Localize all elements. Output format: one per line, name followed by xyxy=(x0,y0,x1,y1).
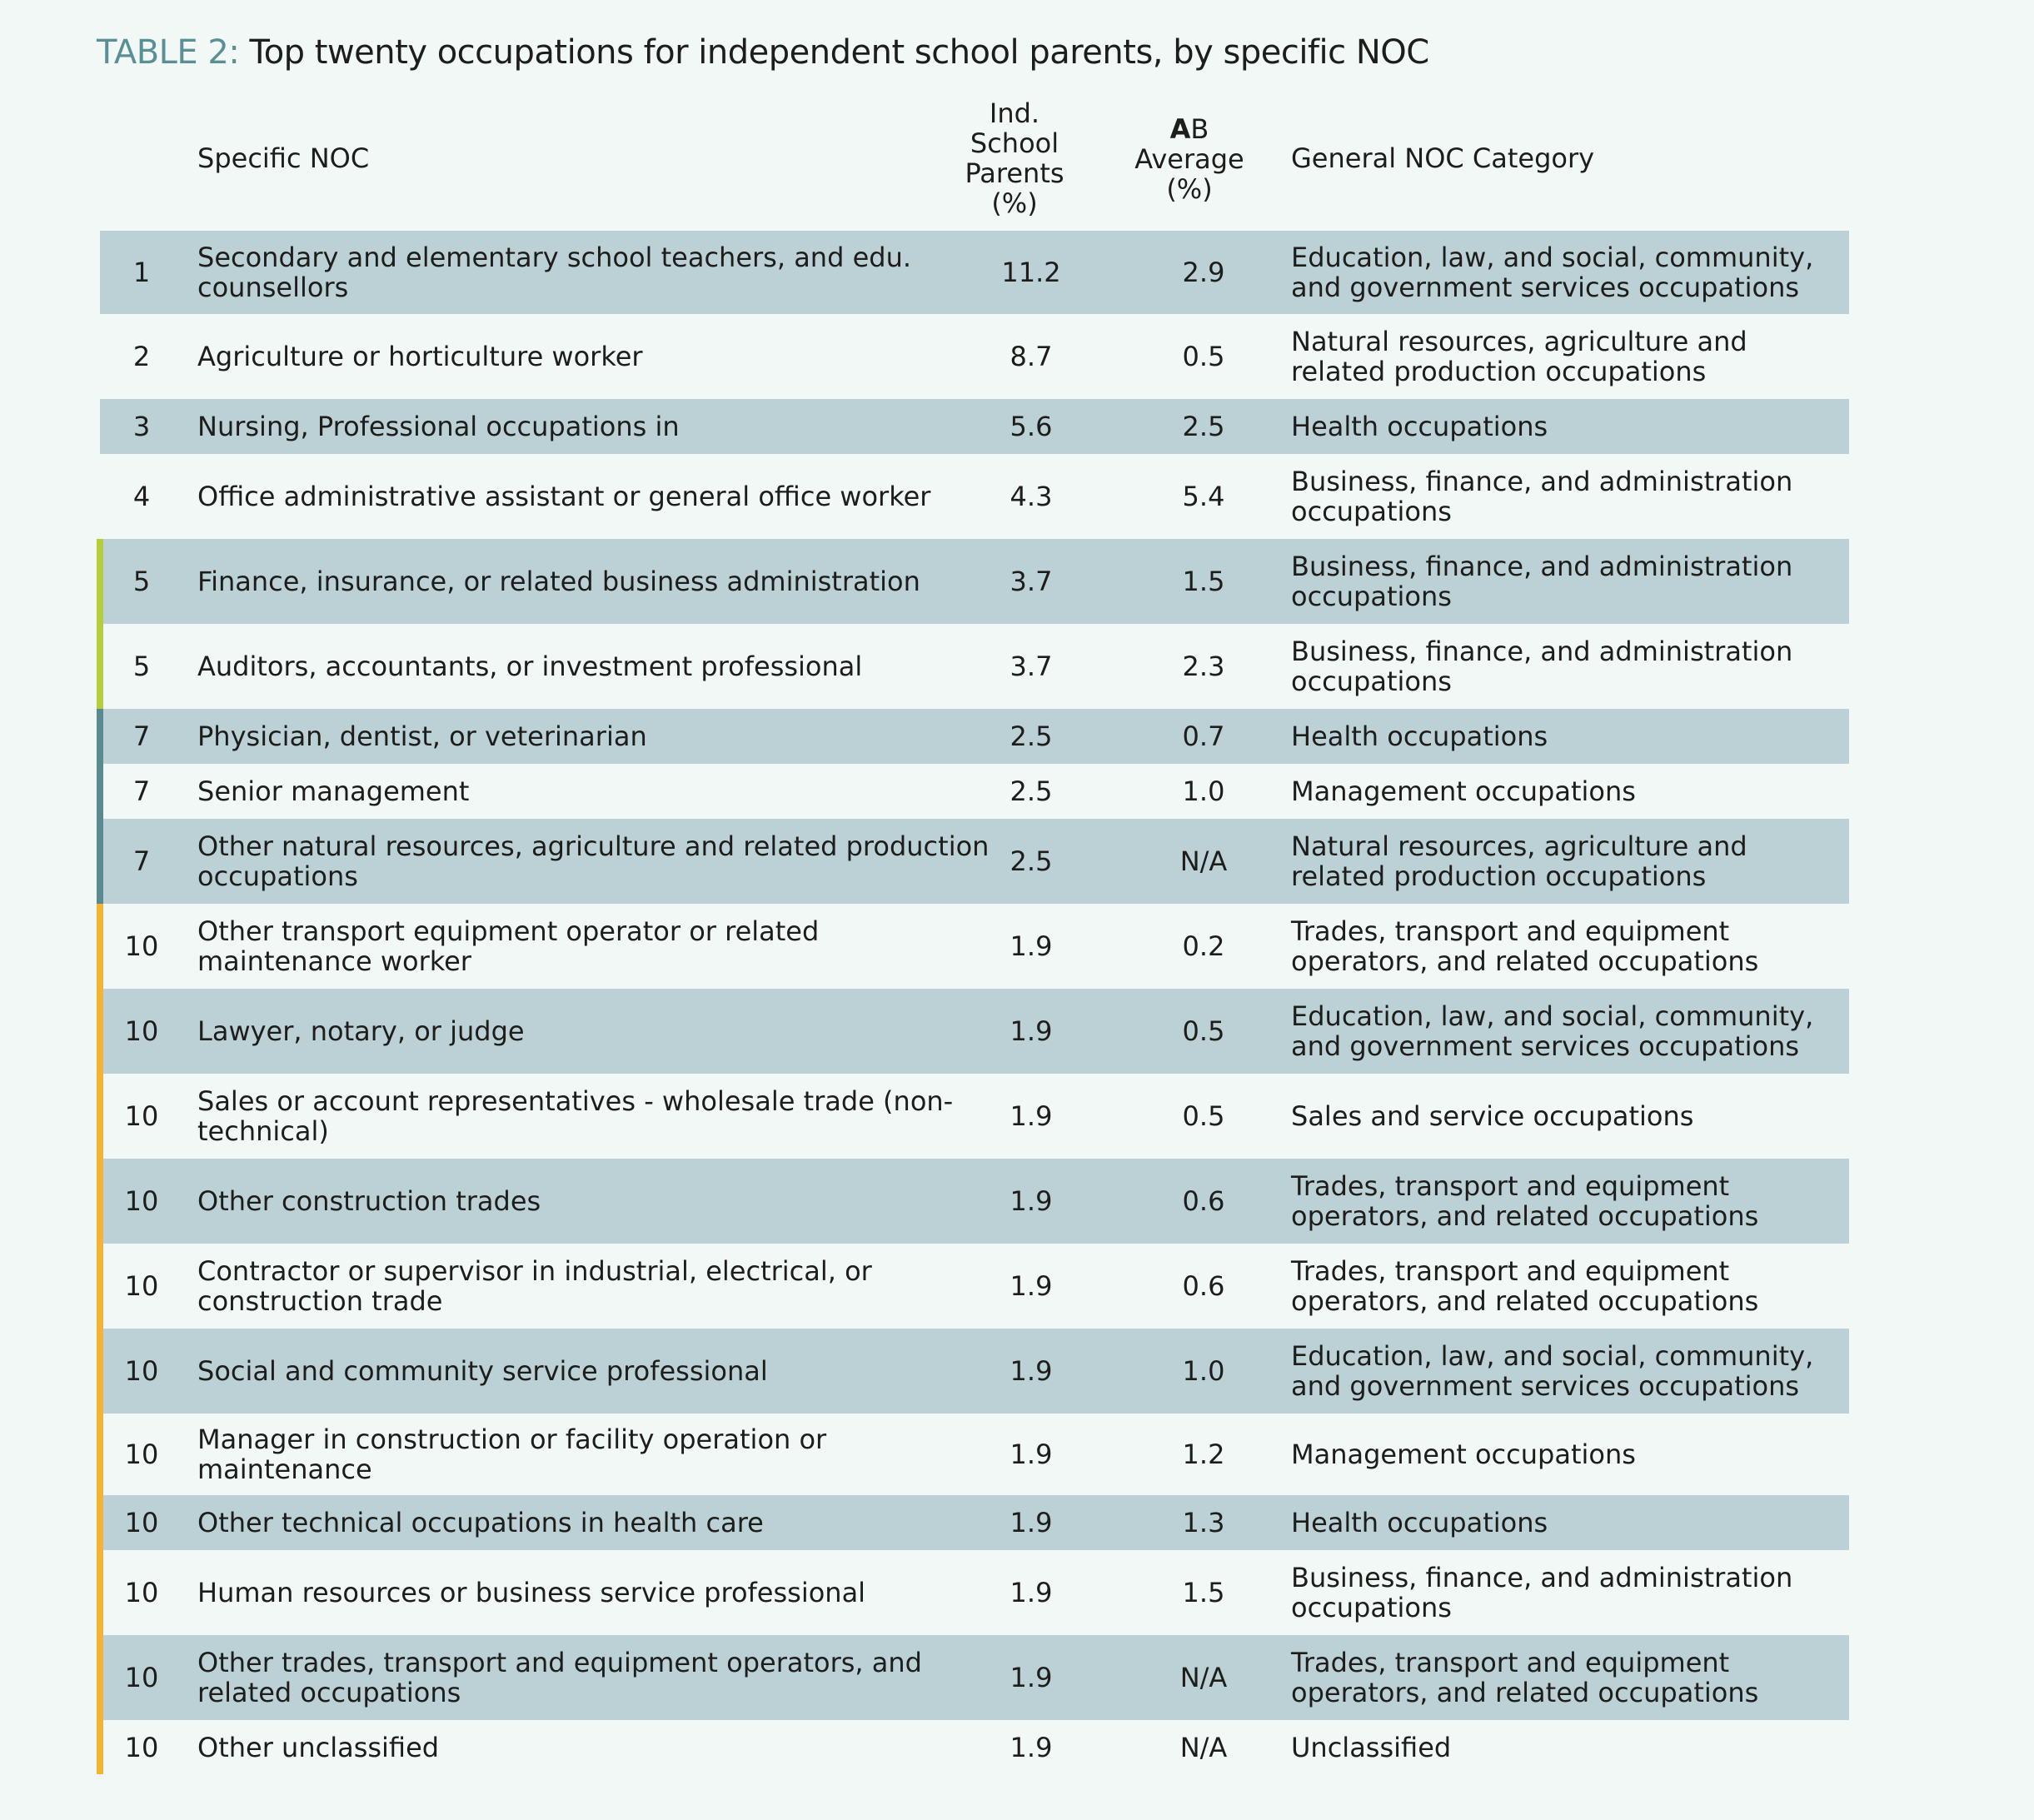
rank-cell xyxy=(100,709,183,764)
specific-noc-cell-text: Lawyer, notary, or judge xyxy=(197,1015,525,1047)
general-noc-category-cell-text: Natural resources, agriculture and related production occupations xyxy=(1291,830,1747,892)
ind-school-parents-cell xyxy=(950,1414,1113,1495)
general-noc-category-cell xyxy=(1291,1159,1849,1244)
ab-average-cell-text: 1.0 xyxy=(1182,1355,1225,1387)
specific-noc-cell-text: Contractor or supervisor in industrial, electrical, or construction trade xyxy=(197,1255,872,1317)
ind-school-parents-cell xyxy=(950,1074,1113,1159)
general-noc-category-cell-text: Health occupations xyxy=(1291,411,1548,442)
table-row xyxy=(100,1720,1849,1774)
table-row xyxy=(100,231,1849,314)
rank-cell-text: 7 xyxy=(132,721,151,752)
table-row xyxy=(100,904,1849,989)
table-row xyxy=(100,454,1849,539)
rank-cell xyxy=(100,314,183,399)
ab-average-cell xyxy=(1120,1159,1287,1244)
header-ind-line: School xyxy=(970,127,1059,159)
table-title-text: Top twenty occupations for independent school parents, by specific NOC xyxy=(239,33,1429,72)
rank-cell-text: 10 xyxy=(124,1355,159,1387)
rank-cell-text: 10 xyxy=(124,1100,159,1132)
general-noc-category-cell-text: Business, finance, and administration occupations xyxy=(1291,636,1793,697)
table-row xyxy=(100,539,1849,624)
header-ab-bold: A xyxy=(1169,113,1191,145)
rank-cell-text: 10 xyxy=(124,1662,159,1693)
general-noc-category-cell-text: Business, finance, and administration occupations xyxy=(1291,551,1793,612)
ind-school-parents-cell-text: 5.6 xyxy=(1010,411,1053,442)
table-row xyxy=(100,624,1849,709)
ab-average-cell-text: 1.3 xyxy=(1182,1507,1225,1538)
specific-noc-cell-text: Secondary and elementary school teachers, and edu. counsellors xyxy=(197,242,912,303)
specific-noc-cell xyxy=(197,764,997,819)
rank-cell-text: 10 xyxy=(124,1270,159,1302)
ab-average-cell-text: 0.5 xyxy=(1182,341,1225,372)
ind-school-parents-cell xyxy=(950,231,1113,314)
header-ab-rest: B xyxy=(1190,113,1209,145)
ab-average-cell xyxy=(1120,231,1287,314)
general-noc-category-cell-text: Trades, transport and equipment operators, and related occupations xyxy=(1291,1647,1759,1708)
rank-cell xyxy=(100,231,183,314)
table-row xyxy=(100,1495,1849,1550)
rank-cell xyxy=(100,454,183,539)
general-noc-category-cell xyxy=(1291,1720,1849,1774)
ab-average-cell xyxy=(1120,1244,1287,1329)
ind-school-parents-cell xyxy=(950,314,1113,399)
specific-noc-cell xyxy=(197,454,997,539)
specific-noc-cell xyxy=(197,1159,997,1244)
general-noc-category-cell xyxy=(1291,454,1849,539)
ind-school-parents-cell xyxy=(950,1495,1113,1550)
header-ind-line: Ind. xyxy=(989,97,1040,129)
specific-noc-cell xyxy=(197,819,997,904)
ab-average-cell xyxy=(1120,1550,1287,1635)
ab-average-cell-text: 5.4 xyxy=(1182,481,1225,512)
ind-school-parents-cell xyxy=(950,1244,1113,1329)
specific-noc-cell xyxy=(197,1414,997,1495)
ind-school-parents-cell-text: 1.9 xyxy=(1010,1015,1053,1047)
ind-school-parents-cell xyxy=(950,399,1113,454)
table-row xyxy=(100,1329,1849,1414)
ab-average-cell-text: 0.6 xyxy=(1182,1185,1225,1217)
specific-noc-cell xyxy=(197,314,997,399)
specific-noc-cell-text: Other unclassified xyxy=(197,1731,440,1763)
ind-school-parents-cell xyxy=(950,1159,1113,1244)
general-noc-category-cell xyxy=(1291,1495,1849,1550)
general-noc-category-cell-text: Education, law, and social, community, and government services occupations xyxy=(1291,1000,1814,1062)
rank-cell-text: 10 xyxy=(124,1731,159,1763)
rank-cell xyxy=(100,1720,183,1774)
ab-average-cell-text: 1.5 xyxy=(1182,1577,1225,1608)
ind-school-parents-cell xyxy=(950,624,1113,709)
general-noc-category-cell-text: Health occupations xyxy=(1291,721,1548,752)
general-noc-category-cell xyxy=(1291,231,1849,314)
specific-noc-cell xyxy=(197,904,997,989)
specific-noc-cell-text: Other trades, transport and equipment operators, and related occupations xyxy=(197,1647,922,1708)
header-ab-line: (%) xyxy=(1166,173,1213,205)
ind-school-parents-cell-text: 1.9 xyxy=(1010,1439,1053,1470)
rank-cell-text: 3 xyxy=(132,411,151,442)
specific-noc-cell-text: Senior management xyxy=(197,775,470,807)
ab-average-cell-text: N/A xyxy=(1179,1731,1228,1763)
ab-average-cell xyxy=(1120,314,1287,399)
general-noc-category-cell xyxy=(1291,989,1849,1074)
specific-noc-cell xyxy=(197,1635,997,1720)
specific-noc-cell-text: Other technical occupations in health care xyxy=(197,1507,764,1538)
ind-school-parents-cell xyxy=(950,819,1113,904)
rank-cell xyxy=(100,624,183,709)
rank-cell xyxy=(100,539,183,624)
table-row xyxy=(100,1414,1849,1495)
table-row xyxy=(100,314,1849,399)
table-row xyxy=(100,399,1849,454)
ab-average-cell-text: 0.7 xyxy=(1182,721,1225,752)
rank-cell-text: 5 xyxy=(132,566,151,597)
ind-school-parents-cell-text: 1.9 xyxy=(1010,1731,1053,1763)
general-noc-category-cell-text: Trades, transport and equipment operators, and related occupations xyxy=(1291,915,1759,977)
table-row xyxy=(100,819,1849,904)
ind-school-parents-cell xyxy=(950,709,1113,764)
ind-school-parents-cell-text: 2.5 xyxy=(1010,845,1053,877)
general-noc-category-cell-text: Business, finance, and administration occupations xyxy=(1291,466,1793,527)
table-row xyxy=(100,1244,1849,1329)
ind-school-parents-cell-text: 1.9 xyxy=(1010,1577,1053,1608)
header-specific-noc: Specific NOC xyxy=(197,142,370,174)
ind-school-parents-cell-text: 11.2 xyxy=(1001,257,1061,288)
ab-average-cell-text: 2.3 xyxy=(1182,651,1225,682)
specific-noc-cell-text: Other natural resources, agriculture and related production occupations xyxy=(197,830,990,892)
ab-average-cell-text: 0.2 xyxy=(1182,930,1225,962)
ind-school-parents-cell-text: 1.9 xyxy=(1010,1100,1053,1132)
ab-average-cell-text: 2.9 xyxy=(1182,257,1225,288)
general-noc-category-cell xyxy=(1291,709,1849,764)
header-ind-line: Parents xyxy=(965,157,1064,189)
rank-cell xyxy=(100,1550,183,1635)
ab-average-cell xyxy=(1120,1414,1287,1495)
ab-average-cell xyxy=(1120,454,1287,539)
specific-noc-cell xyxy=(197,1495,997,1550)
specific-noc-cell-text: Auditors, accountants, or investment professional xyxy=(197,651,863,682)
header-ab-line: Average xyxy=(1134,143,1244,175)
general-noc-category-cell xyxy=(1291,1414,1849,1495)
ind-school-parents-cell-text: 1.9 xyxy=(1010,1355,1053,1387)
ind-school-parents-cell-text: 1.9 xyxy=(1010,1507,1053,1538)
general-noc-category-cell xyxy=(1291,1550,1849,1635)
specific-noc-cell-text: Other transport equipment operator or related maintenance worker xyxy=(197,915,820,977)
specific-noc-cell xyxy=(197,231,997,314)
ab-average-cell-text: 1.2 xyxy=(1182,1439,1225,1470)
ab-average-cell xyxy=(1120,1074,1287,1159)
ind-school-parents-cell xyxy=(950,1329,1113,1414)
general-noc-category-cell xyxy=(1291,1074,1849,1159)
ab-average-cell xyxy=(1120,1329,1287,1414)
table-title xyxy=(97,33,1429,72)
ind-school-parents-cell xyxy=(950,989,1113,1074)
ab-average-cell xyxy=(1120,904,1287,989)
ind-school-parents-cell-text: 1.9 xyxy=(1010,1185,1053,1217)
header-ind-school-parents xyxy=(933,98,1096,218)
ab-average-cell-text: 0.5 xyxy=(1182,1100,1225,1132)
specific-noc-cell-text: Sales or account representatives - wholesale trade (non-technical) xyxy=(197,1085,954,1147)
ind-school-parents-cell-text: 2.5 xyxy=(1010,721,1053,752)
general-noc-category-cell-text: Management occupations xyxy=(1291,1439,1636,1470)
specific-noc-cell-text: Human resources or business service professional xyxy=(197,1577,866,1608)
ab-average-cell xyxy=(1120,1495,1287,1550)
general-noc-category-cell xyxy=(1291,764,1849,819)
ind-school-parents-cell xyxy=(950,904,1113,989)
table-row xyxy=(100,1159,1849,1244)
header-general-noc-category: General NOC Category xyxy=(1291,142,1595,174)
general-noc-category-cell xyxy=(1291,314,1849,399)
general-noc-category-cell-text: Natural resources, agriculture and related production occupations xyxy=(1291,326,1747,387)
specific-noc-cell-text: Social and community service professional xyxy=(197,1355,768,1387)
ab-average-cell xyxy=(1120,819,1287,904)
ind-school-parents-cell xyxy=(950,764,1113,819)
specific-noc-cell xyxy=(197,1550,997,1635)
rank-cell-text: 7 xyxy=(132,845,151,877)
table-row xyxy=(100,1635,1849,1720)
ab-average-cell-text: N/A xyxy=(1179,845,1228,877)
rank-cell xyxy=(100,1495,183,1550)
general-noc-category-cell xyxy=(1291,904,1849,989)
rank-cell-text: 5 xyxy=(132,651,151,682)
ind-school-parents-cell-text: 1.9 xyxy=(1010,930,1053,962)
rank-cell-text: 7 xyxy=(132,775,151,807)
general-noc-category-cell xyxy=(1291,539,1849,624)
general-noc-category-cell-text: Sales and service occupations xyxy=(1291,1100,1694,1132)
rank-cell xyxy=(100,764,183,819)
specific-noc-cell xyxy=(197,399,997,454)
general-noc-category-cell-text: Business, finance, and administration occupations xyxy=(1291,1562,1793,1623)
ind-school-parents-cell-text: 1.9 xyxy=(1010,1662,1053,1693)
specific-noc-cell-text: Nursing, Professional occupations in xyxy=(197,411,680,442)
general-noc-category-cell xyxy=(1291,624,1849,709)
ab-average-cell xyxy=(1120,764,1287,819)
ab-average-cell xyxy=(1120,1635,1287,1720)
rank-cell-text: 10 xyxy=(124,1015,159,1047)
general-noc-category-cell-text: Trades, transport and equipment operators, and related occupations xyxy=(1291,1170,1759,1232)
ind-school-parents-cell xyxy=(950,539,1113,624)
ind-school-parents-cell-text: 4.3 xyxy=(1010,481,1053,512)
ind-school-parents-cell-text: 1.9 xyxy=(1010,1270,1053,1302)
ind-school-parents-cell xyxy=(950,454,1113,539)
ab-average-cell xyxy=(1120,709,1287,764)
table-row xyxy=(100,764,1849,819)
table-row xyxy=(100,709,1849,764)
table-number-label: TABLE 2: xyxy=(97,33,240,72)
specific-noc-cell xyxy=(197,1244,997,1329)
ab-average-cell xyxy=(1120,539,1287,624)
rank-cell-text: 10 xyxy=(124,1185,159,1217)
rank-cell-text: 4 xyxy=(132,481,151,512)
rank-cell-text: 10 xyxy=(124,930,159,962)
ab-average-cell xyxy=(1120,989,1287,1074)
rank-cell-text: 10 xyxy=(124,1439,159,1470)
general-noc-category-cell-text: Management occupations xyxy=(1291,775,1636,807)
rank-cell-text: 10 xyxy=(124,1577,159,1608)
ab-average-cell-text: 0.6 xyxy=(1182,1270,1225,1302)
ab-average-cell xyxy=(1120,624,1287,709)
general-noc-category-cell xyxy=(1291,1635,1849,1720)
rank-cell xyxy=(100,1635,183,1720)
ab-average-cell-text: N/A xyxy=(1179,1662,1228,1693)
table-row xyxy=(100,989,1849,1074)
ab-average-cell-text: 1.0 xyxy=(1182,775,1225,807)
specific-noc-cell xyxy=(197,709,997,764)
specific-noc-cell-text: Finance, insurance, or related business administration xyxy=(197,566,920,597)
general-noc-category-cell xyxy=(1291,399,1849,454)
rank-cell xyxy=(100,819,183,904)
specific-noc-cell xyxy=(197,1074,997,1159)
ab-average-cell xyxy=(1120,1720,1287,1774)
ab-average-cell-text: 0.5 xyxy=(1182,1015,1225,1047)
header-ind-line: (%) xyxy=(991,187,1038,219)
general-noc-category-cell xyxy=(1291,1244,1849,1329)
ind-school-parents-cell-text: 3.7 xyxy=(1010,566,1053,597)
rank-cell xyxy=(100,1074,183,1159)
ab-average-cell xyxy=(1120,399,1287,454)
specific-noc-cell-text: Agriculture or horticulture worker xyxy=(197,341,643,372)
ind-school-parents-cell xyxy=(950,1550,1113,1635)
ind-school-parents-cell xyxy=(950,1720,1113,1774)
ind-school-parents-cell xyxy=(950,1635,1113,1720)
rank-cell xyxy=(100,904,183,989)
ab-average-cell-text: 2.5 xyxy=(1182,411,1225,442)
specific-noc-cell xyxy=(197,989,997,1074)
table-row xyxy=(100,1550,1849,1635)
rank-cell xyxy=(100,1159,183,1244)
specific-noc-cell xyxy=(197,1720,997,1774)
ind-school-parents-cell-text: 2.5 xyxy=(1010,775,1053,807)
rank-cell-text: 1 xyxy=(132,257,151,288)
ind-school-parents-cell-text: 3.7 xyxy=(1010,651,1053,682)
table-row xyxy=(100,1074,1849,1159)
rank-cell xyxy=(100,1414,183,1495)
specific-noc-cell xyxy=(197,539,997,624)
rank-cell-text: 10 xyxy=(124,1507,159,1538)
general-noc-category-cell-text: Education, law, and social, community, and government services occupations xyxy=(1291,242,1814,303)
rank-cell xyxy=(100,1244,183,1329)
rank-cell xyxy=(100,1329,183,1414)
ab-average-cell-text: 1.5 xyxy=(1182,566,1225,597)
specific-noc-cell-text: Other construction trades xyxy=(197,1185,541,1217)
specific-noc-cell xyxy=(197,624,997,709)
header-ab-line xyxy=(1104,114,1274,144)
specific-noc-cell-text: Office administrative assistant or general office worker xyxy=(197,481,931,512)
specific-noc-cell xyxy=(197,1329,997,1414)
specific-noc-cell-text: Physician, dentist, or veterinarian xyxy=(197,721,647,752)
rank-cell-text: 2 xyxy=(132,341,151,372)
general-noc-category-cell xyxy=(1291,1329,1849,1414)
general-noc-category-cell xyxy=(1291,819,1849,904)
rank-cell xyxy=(100,989,183,1074)
ind-school-parents-cell-text: 8.7 xyxy=(1010,341,1053,372)
general-noc-category-cell-text: Health occupations xyxy=(1291,1507,1548,1538)
header-ab-average xyxy=(1104,114,1274,204)
general-noc-category-cell-text: Unclassified xyxy=(1291,1731,1452,1763)
specific-noc-cell-text: Manager in construction or facility operation or maintenance xyxy=(197,1424,827,1485)
rank-cell xyxy=(100,399,183,454)
general-noc-category-cell-text: Trades, transport and equipment operators, and related occupations xyxy=(1291,1255,1759,1317)
general-noc-category-cell-text: Education, law, and social, community, and government services occupations xyxy=(1291,1340,1814,1402)
